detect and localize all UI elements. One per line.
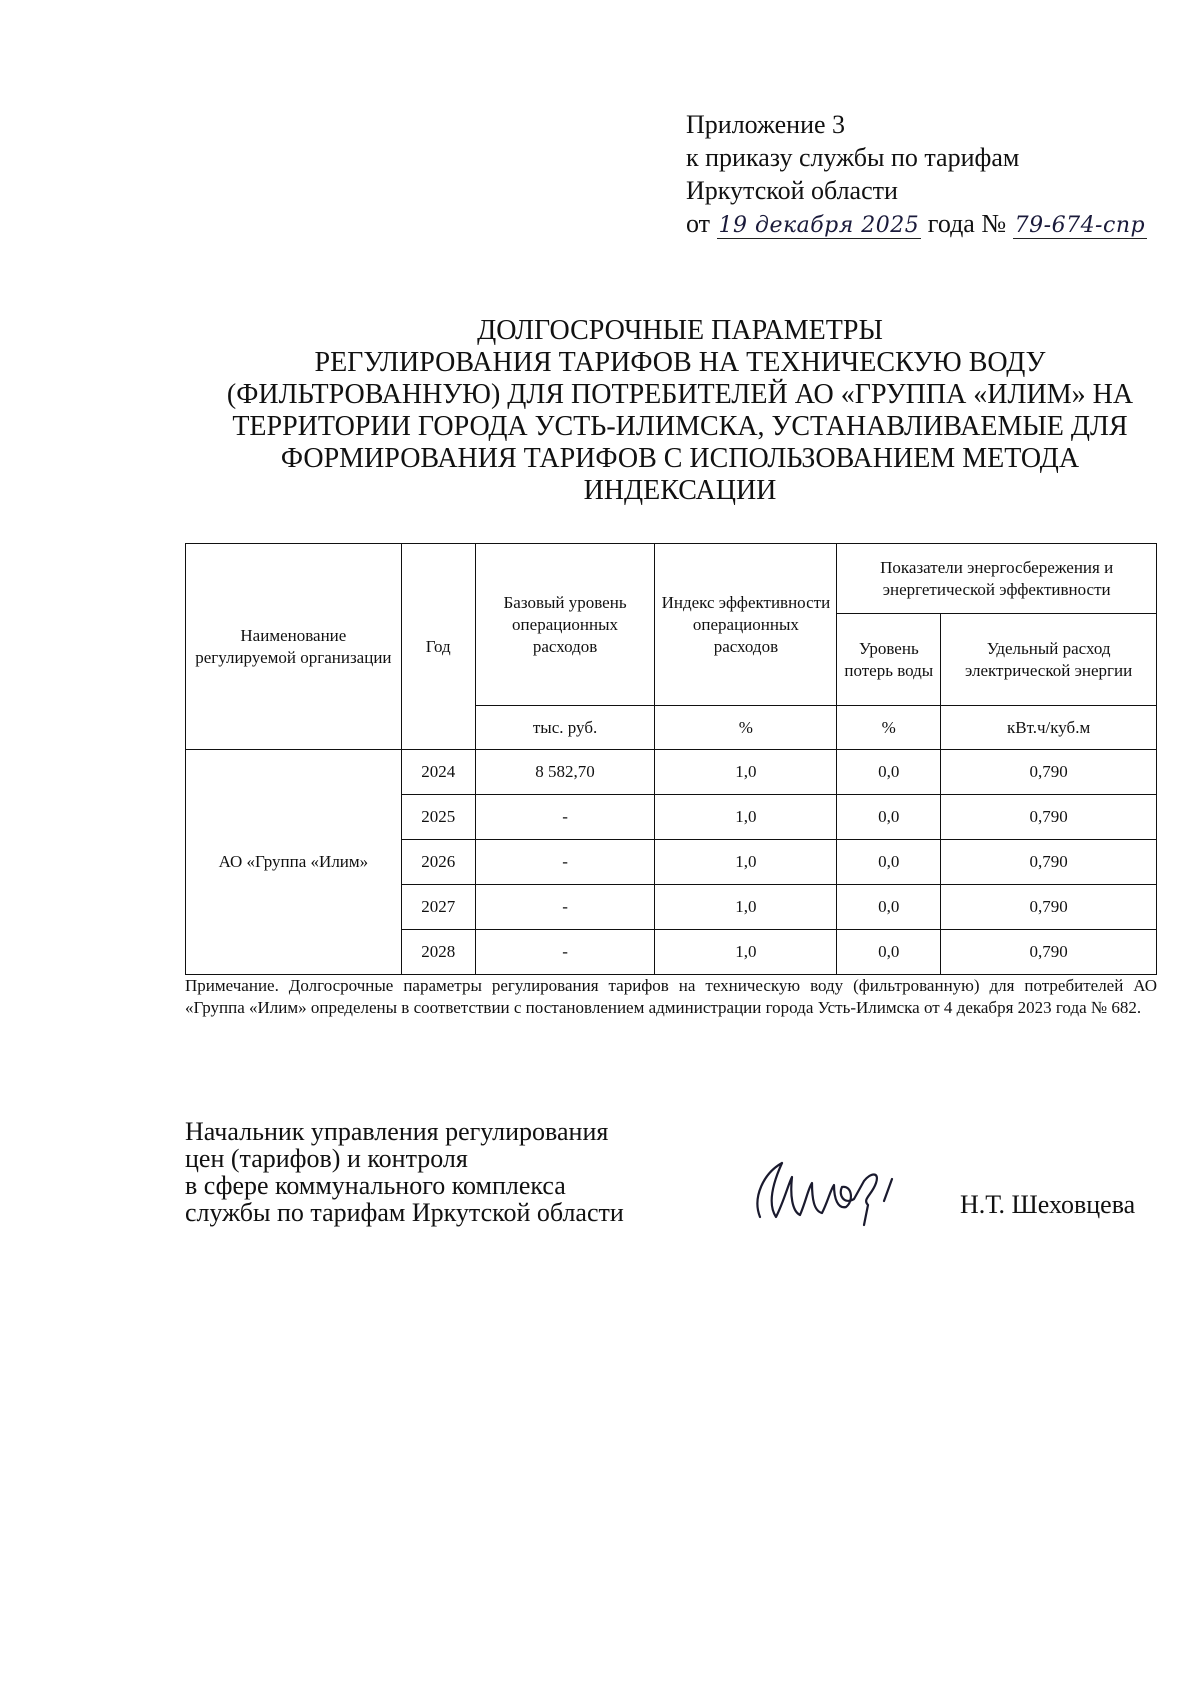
cell-index: 1,0 bbox=[655, 930, 837, 975]
header-org: Наименование регулируемой организации bbox=[186, 544, 402, 750]
unit-index: % bbox=[655, 706, 837, 750]
title-line: ИНДЕКСАЦИИ bbox=[583, 475, 777, 506]
header-base: Базовый уровень операционных расходов bbox=[475, 544, 655, 706]
cell-index: 1,0 bbox=[655, 795, 837, 840]
header-losses: Уровень потерь воды bbox=[837, 614, 941, 706]
header-index: Индекс эффективности операционных расходов bbox=[655, 544, 837, 706]
handwritten-signature-icon bbox=[742, 1155, 942, 1235]
appendix-header bbox=[686, 108, 1166, 242]
cell-electricity: 0,790 bbox=[941, 885, 1157, 930]
cell-year: 2025 bbox=[401, 795, 475, 840]
document-title bbox=[180, 315, 1180, 507]
appendix-line-2: к приказу службы по тарифам bbox=[686, 143, 1020, 172]
cell-base: 8 582,70 bbox=[475, 750, 655, 795]
signer-position-line: Начальник управления регулирования bbox=[185, 1117, 609, 1146]
cell-losses: 0,0 bbox=[837, 885, 941, 930]
unit-base: тыс. руб. bbox=[475, 706, 655, 750]
handwritten-order-number: 79-674-спр bbox=[1014, 213, 1146, 238]
signer-position-line: цен (тарифов) и контроля bbox=[185, 1144, 468, 1173]
parameters-table bbox=[185, 543, 1157, 975]
title-line: ФОРМИРОВАНИЯ ТАРИФОВ С ИСПОЛЬЗОВАНИЕМ МЕТОДА bbox=[280, 443, 1080, 474]
organization-cell: АО «Группа «Илим» bbox=[186, 750, 402, 975]
table-note: Примечание. Долгосрочные параметры регулирования тарифов на техническую воду (фильтрованную) для потребителей АО «Группа «Илим» определены в соответствии с постановлением администрации города Усть-Илимска от 4 декабря 2023 года № 682. bbox=[185, 976, 1157, 1017]
cell-electricity: 0,790 bbox=[941, 930, 1157, 975]
unit-losses: % bbox=[837, 706, 941, 750]
appendix-date-line bbox=[686, 207, 1166, 242]
header-energy-group: Показатели энергосбережения и энергетической эффективности bbox=[837, 544, 1157, 614]
header-electricity: Удельный расход электрической энергии bbox=[941, 614, 1157, 706]
cell-index: 1,0 bbox=[655, 750, 837, 795]
cell-index: 1,0 bbox=[655, 840, 837, 885]
signer-position-line: службы по тарифам Иркутской области bbox=[185, 1198, 624, 1227]
unit-electricity: кВт.ч/куб.м bbox=[941, 706, 1157, 750]
cell-base: - bbox=[475, 795, 655, 840]
cell-year: 2027 bbox=[401, 885, 475, 930]
title-line: ТЕРРИТОРИИ ГОРОДА УСТЬ-ИЛИМСКА, УСТАНАВЛИВАЕМЫЕ ДЛЯ bbox=[232, 411, 1128, 442]
year-label: года № bbox=[927, 209, 1007, 238]
cell-year: 2024 bbox=[401, 750, 475, 795]
from-label: от bbox=[686, 209, 711, 238]
cell-base: - bbox=[475, 885, 655, 930]
cell-losses: 0,0 bbox=[837, 750, 941, 795]
header-year: Год bbox=[401, 544, 475, 750]
cell-losses: 0,0 bbox=[837, 795, 941, 840]
signer-position bbox=[185, 1118, 705, 1226]
handwritten-date: 19 декабря 2025 bbox=[718, 213, 920, 238]
signer-name: Н.Т. Шеховцева bbox=[960, 1190, 1136, 1219]
signer-position-line: в сфере коммунального комплекса bbox=[185, 1171, 566, 1200]
cell-index: 1,0 bbox=[655, 885, 837, 930]
cell-electricity: 0,790 bbox=[941, 750, 1157, 795]
appendix-line-1: Приложение 3 bbox=[686, 110, 846, 139]
cell-year: 2026 bbox=[401, 840, 475, 885]
cell-base: - bbox=[475, 930, 655, 975]
title-line: ДОЛГОСРОЧНЫЕ ПАРАМЕТРЫ bbox=[477, 315, 883, 346]
cell-electricity: 0,790 bbox=[941, 795, 1157, 840]
title-line: (ФИЛЬТРОВАННУЮ) ДЛЯ ПОТРЕБИТЕЛЕЙ АО «ГРУППА «ИЛИМ» НА bbox=[226, 379, 1134, 410]
cell-year: 2028 bbox=[401, 930, 475, 975]
title-line: РЕГУЛИРОВАНИЯ ТАРИФОВ НА ТЕХНИЧЕСКУЮ ВОДУ bbox=[314, 347, 1046, 378]
cell-losses: 0,0 bbox=[837, 840, 941, 885]
cell-losses: 0,0 bbox=[837, 930, 941, 975]
cell-electricity: 0,790 bbox=[941, 840, 1157, 885]
cell-base: - bbox=[475, 840, 655, 885]
appendix-line-3: Иркутской области bbox=[686, 176, 898, 205]
table-row bbox=[186, 750, 1157, 795]
